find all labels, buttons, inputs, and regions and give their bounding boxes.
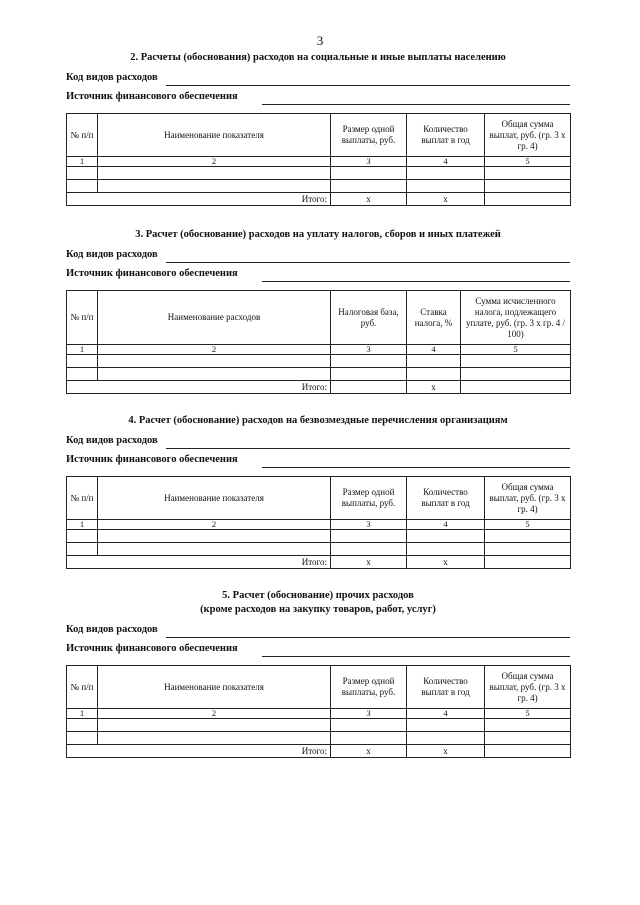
code-field[interactable] bbox=[166, 262, 570, 263]
col-number: 4 bbox=[407, 520, 485, 530]
code-row bbox=[66, 432, 570, 451]
table-cell[interactable] bbox=[98, 543, 331, 556]
source-field[interactable] bbox=[262, 104, 570, 105]
column-number-row bbox=[67, 709, 571, 719]
table-cell[interactable] bbox=[407, 543, 485, 556]
table-cell[interactable] bbox=[331, 355, 407, 368]
table-cell[interactable] bbox=[98, 732, 331, 745]
table-header-row bbox=[67, 477, 571, 520]
section-title: 2. Расчеты (обоснования) расходов на социальные и иные выплаты населению bbox=[130, 52, 506, 63]
col-header-total-sum: Общая сумма выплат, руб. (гр. 3 х гр. 4) bbox=[485, 114, 571, 157]
gratuitous-transfers-table bbox=[66, 476, 571, 569]
table-row bbox=[67, 732, 571, 745]
col-header-total-sum: Общая сумма выплат, руб. (гр. 3 х гр. 4) bbox=[485, 477, 571, 520]
table-row bbox=[67, 543, 571, 556]
col-number: 3 bbox=[331, 520, 407, 530]
col-header-number: № п/п bbox=[67, 666, 98, 709]
code-label: Код видов расходов bbox=[66, 72, 158, 83]
source-row bbox=[66, 88, 570, 107]
column-number-row bbox=[67, 520, 571, 530]
source-label: Источник финансового обеспечения bbox=[66, 454, 238, 465]
table-row bbox=[67, 355, 571, 368]
total-blank-cell bbox=[67, 381, 98, 394]
source-label: Источник финансового обеспечения bbox=[66, 91, 238, 102]
table-cell[interactable] bbox=[67, 732, 98, 745]
code-field[interactable] bbox=[166, 448, 570, 449]
total-mark: х bbox=[331, 193, 407, 206]
table-cell[interactable] bbox=[461, 355, 571, 368]
col-header-payments-count: Количество выплат в год bbox=[407, 477, 485, 520]
table-cell[interactable] bbox=[67, 355, 98, 368]
total-sum-cell[interactable] bbox=[461, 381, 571, 394]
total-sum-cell[interactable] bbox=[485, 556, 571, 569]
table-cell[interactable] bbox=[98, 180, 331, 193]
table-cell[interactable] bbox=[407, 180, 485, 193]
table-row bbox=[67, 167, 571, 180]
table-cell[interactable] bbox=[98, 719, 331, 732]
table-cell[interactable] bbox=[67, 719, 98, 732]
table-cell[interactable] bbox=[67, 530, 98, 543]
total-tax-base-cell[interactable] bbox=[331, 381, 407, 394]
table-cell[interactable] bbox=[67, 543, 98, 556]
section-gratuitous-transfers bbox=[66, 414, 570, 567]
total-mark: х bbox=[407, 193, 485, 206]
col-header-payment-size: Размер одной выплаты, руб. bbox=[331, 666, 407, 709]
col-number: 2 bbox=[98, 709, 331, 719]
col-header-name: Наименование показателя bbox=[98, 666, 331, 709]
col-number: 5 bbox=[485, 520, 571, 530]
col-header-payment-size: Размер одной выплаты, руб. bbox=[331, 114, 407, 157]
col-number: 2 bbox=[98, 345, 331, 355]
source-field[interactable] bbox=[262, 467, 570, 468]
col-number: 5 bbox=[485, 709, 571, 719]
table-cell[interactable] bbox=[485, 180, 571, 193]
table-cell[interactable] bbox=[485, 543, 571, 556]
col-header-number: № п/п bbox=[67, 291, 98, 345]
col-header-tax-base: Налоговая база, руб. bbox=[331, 291, 407, 345]
table-cell[interactable] bbox=[407, 355, 461, 368]
col-number: 1 bbox=[67, 157, 98, 167]
col-header-name: Наименование расходов bbox=[98, 291, 331, 345]
col-number: 4 bbox=[407, 709, 485, 719]
code-field[interactable] bbox=[166, 637, 570, 638]
total-mark: х bbox=[331, 556, 407, 569]
table-cell[interactable] bbox=[331, 719, 407, 732]
table-header-row bbox=[67, 666, 571, 709]
section-taxes bbox=[66, 228, 570, 392]
column-number-row bbox=[67, 345, 571, 355]
table-cell[interactable] bbox=[461, 368, 571, 381]
col-header-payments-count: Количество выплат в год bbox=[407, 666, 485, 709]
source-row bbox=[66, 265, 570, 284]
table-cell[interactable] bbox=[331, 543, 407, 556]
col-header-tax-rate: Ставка налога, % bbox=[407, 291, 461, 345]
section-subtitle: (кроме расходов на закупку товаров, работ, услуг) bbox=[200, 604, 436, 615]
table-cell[interactable] bbox=[331, 368, 407, 381]
code-field[interactable] bbox=[166, 85, 570, 86]
source-row bbox=[66, 451, 570, 470]
col-header-number: № п/п bbox=[67, 477, 98, 520]
table-cell[interactable] bbox=[407, 530, 485, 543]
source-label: Источник финансового обеспечения bbox=[66, 643, 238, 654]
table-cell[interactable] bbox=[407, 167, 485, 180]
code-label: Код видов расходов bbox=[66, 249, 158, 260]
total-blank-cell bbox=[67, 556, 98, 569]
col-header-payments-count: Количество выплат в год bbox=[407, 114, 485, 157]
table-row bbox=[67, 180, 571, 193]
col-number: 2 bbox=[98, 520, 331, 530]
total-label: Итого: bbox=[98, 193, 331, 206]
total-sum-cell[interactable] bbox=[485, 745, 571, 758]
table-cell[interactable] bbox=[331, 180, 407, 193]
col-number: 4 bbox=[407, 157, 485, 167]
col-header-name: Наименование показателя bbox=[98, 114, 331, 157]
table-cell[interactable] bbox=[331, 732, 407, 745]
code-row bbox=[66, 246, 570, 265]
col-number: 1 bbox=[67, 709, 98, 719]
table-cell[interactable] bbox=[98, 167, 331, 180]
col-number: 3 bbox=[331, 157, 407, 167]
total-label: Итого: bbox=[98, 556, 331, 569]
code-row bbox=[66, 69, 570, 88]
col-number: 5 bbox=[461, 345, 571, 355]
table-cell[interactable] bbox=[67, 180, 98, 193]
social-payments-table bbox=[66, 113, 571, 206]
source-field[interactable] bbox=[262, 281, 570, 282]
total-label: Итого: bbox=[98, 381, 331, 394]
page-number: 3 bbox=[316, 33, 324, 48]
table-header-row bbox=[67, 291, 571, 345]
total-sum-cell[interactable] bbox=[485, 193, 571, 206]
col-number: 1 bbox=[67, 520, 98, 530]
col-header-name: Наименование показателя bbox=[98, 477, 331, 520]
col-number: 4 bbox=[407, 345, 461, 355]
total-blank-cell bbox=[67, 745, 98, 758]
col-header-total-sum: Общая сумма выплат, руб. (гр. 3 х гр. 4) bbox=[485, 666, 571, 709]
total-row bbox=[67, 381, 571, 394]
code-row bbox=[66, 621, 570, 640]
col-header-tax-sum: Сумма исчисленного налога, подлежащего уплате, руб. (гр. 3 х гр. 4 / 100) bbox=[461, 291, 571, 345]
col-number: 3 bbox=[331, 709, 407, 719]
section-social-payments bbox=[66, 51, 570, 204]
column-number-row bbox=[67, 157, 571, 167]
table-cell[interactable] bbox=[485, 530, 571, 543]
table-cell[interactable] bbox=[485, 167, 571, 180]
source-row bbox=[66, 640, 570, 659]
section-title: 4. Расчет (обоснование) расходов на безвозмездные перечисления организациям bbox=[128, 415, 508, 426]
table-row bbox=[67, 530, 571, 543]
table-header-row bbox=[67, 114, 571, 157]
total-mark: х bbox=[407, 381, 461, 394]
total-row bbox=[67, 745, 571, 758]
total-row bbox=[67, 193, 571, 206]
total-mark: х bbox=[407, 556, 485, 569]
table-cell[interactable] bbox=[67, 167, 98, 180]
source-label: Источник финансового обеспечения bbox=[66, 268, 238, 279]
table-cell[interactable] bbox=[98, 530, 331, 543]
table-cell[interactable] bbox=[485, 719, 571, 732]
col-number: 2 bbox=[98, 157, 331, 167]
taxes-table bbox=[66, 290, 571, 394]
table-cell[interactable] bbox=[407, 732, 485, 745]
total-blank-cell bbox=[67, 193, 98, 206]
code-label: Код видов расходов bbox=[66, 435, 158, 446]
other-expenses-table bbox=[66, 665, 571, 758]
table-cell[interactable] bbox=[407, 368, 461, 381]
col-number: 5 bbox=[485, 157, 571, 167]
section-other-expenses bbox=[66, 589, 570, 756]
section-title: 5. Расчет (обоснование) прочих расходов bbox=[222, 590, 414, 601]
total-mark: х bbox=[407, 745, 485, 758]
table-cell[interactable] bbox=[331, 167, 407, 180]
total-mark: х bbox=[331, 745, 407, 758]
col-number: 1 bbox=[67, 345, 98, 355]
col-number: 3 bbox=[331, 345, 407, 355]
code-label: Код видов расходов bbox=[66, 624, 158, 635]
section-title: 3. Расчет (обоснование) расходов на уплату налогов, сборов и иных платежей bbox=[135, 229, 501, 240]
table-cell[interactable] bbox=[485, 732, 571, 745]
table-cell[interactable] bbox=[407, 719, 485, 732]
table-row bbox=[67, 719, 571, 732]
source-field[interactable] bbox=[262, 656, 570, 657]
table-cell[interactable] bbox=[98, 355, 331, 368]
col-header-number: № п/п bbox=[67, 114, 98, 157]
col-header-payment-size: Размер одной выплаты, руб. bbox=[331, 477, 407, 520]
table-row bbox=[67, 368, 571, 381]
total-label: Итого: bbox=[98, 745, 331, 758]
table-cell[interactable] bbox=[67, 368, 98, 381]
table-cell[interactable] bbox=[98, 368, 331, 381]
total-row bbox=[67, 556, 571, 569]
table-cell[interactable] bbox=[331, 530, 407, 543]
